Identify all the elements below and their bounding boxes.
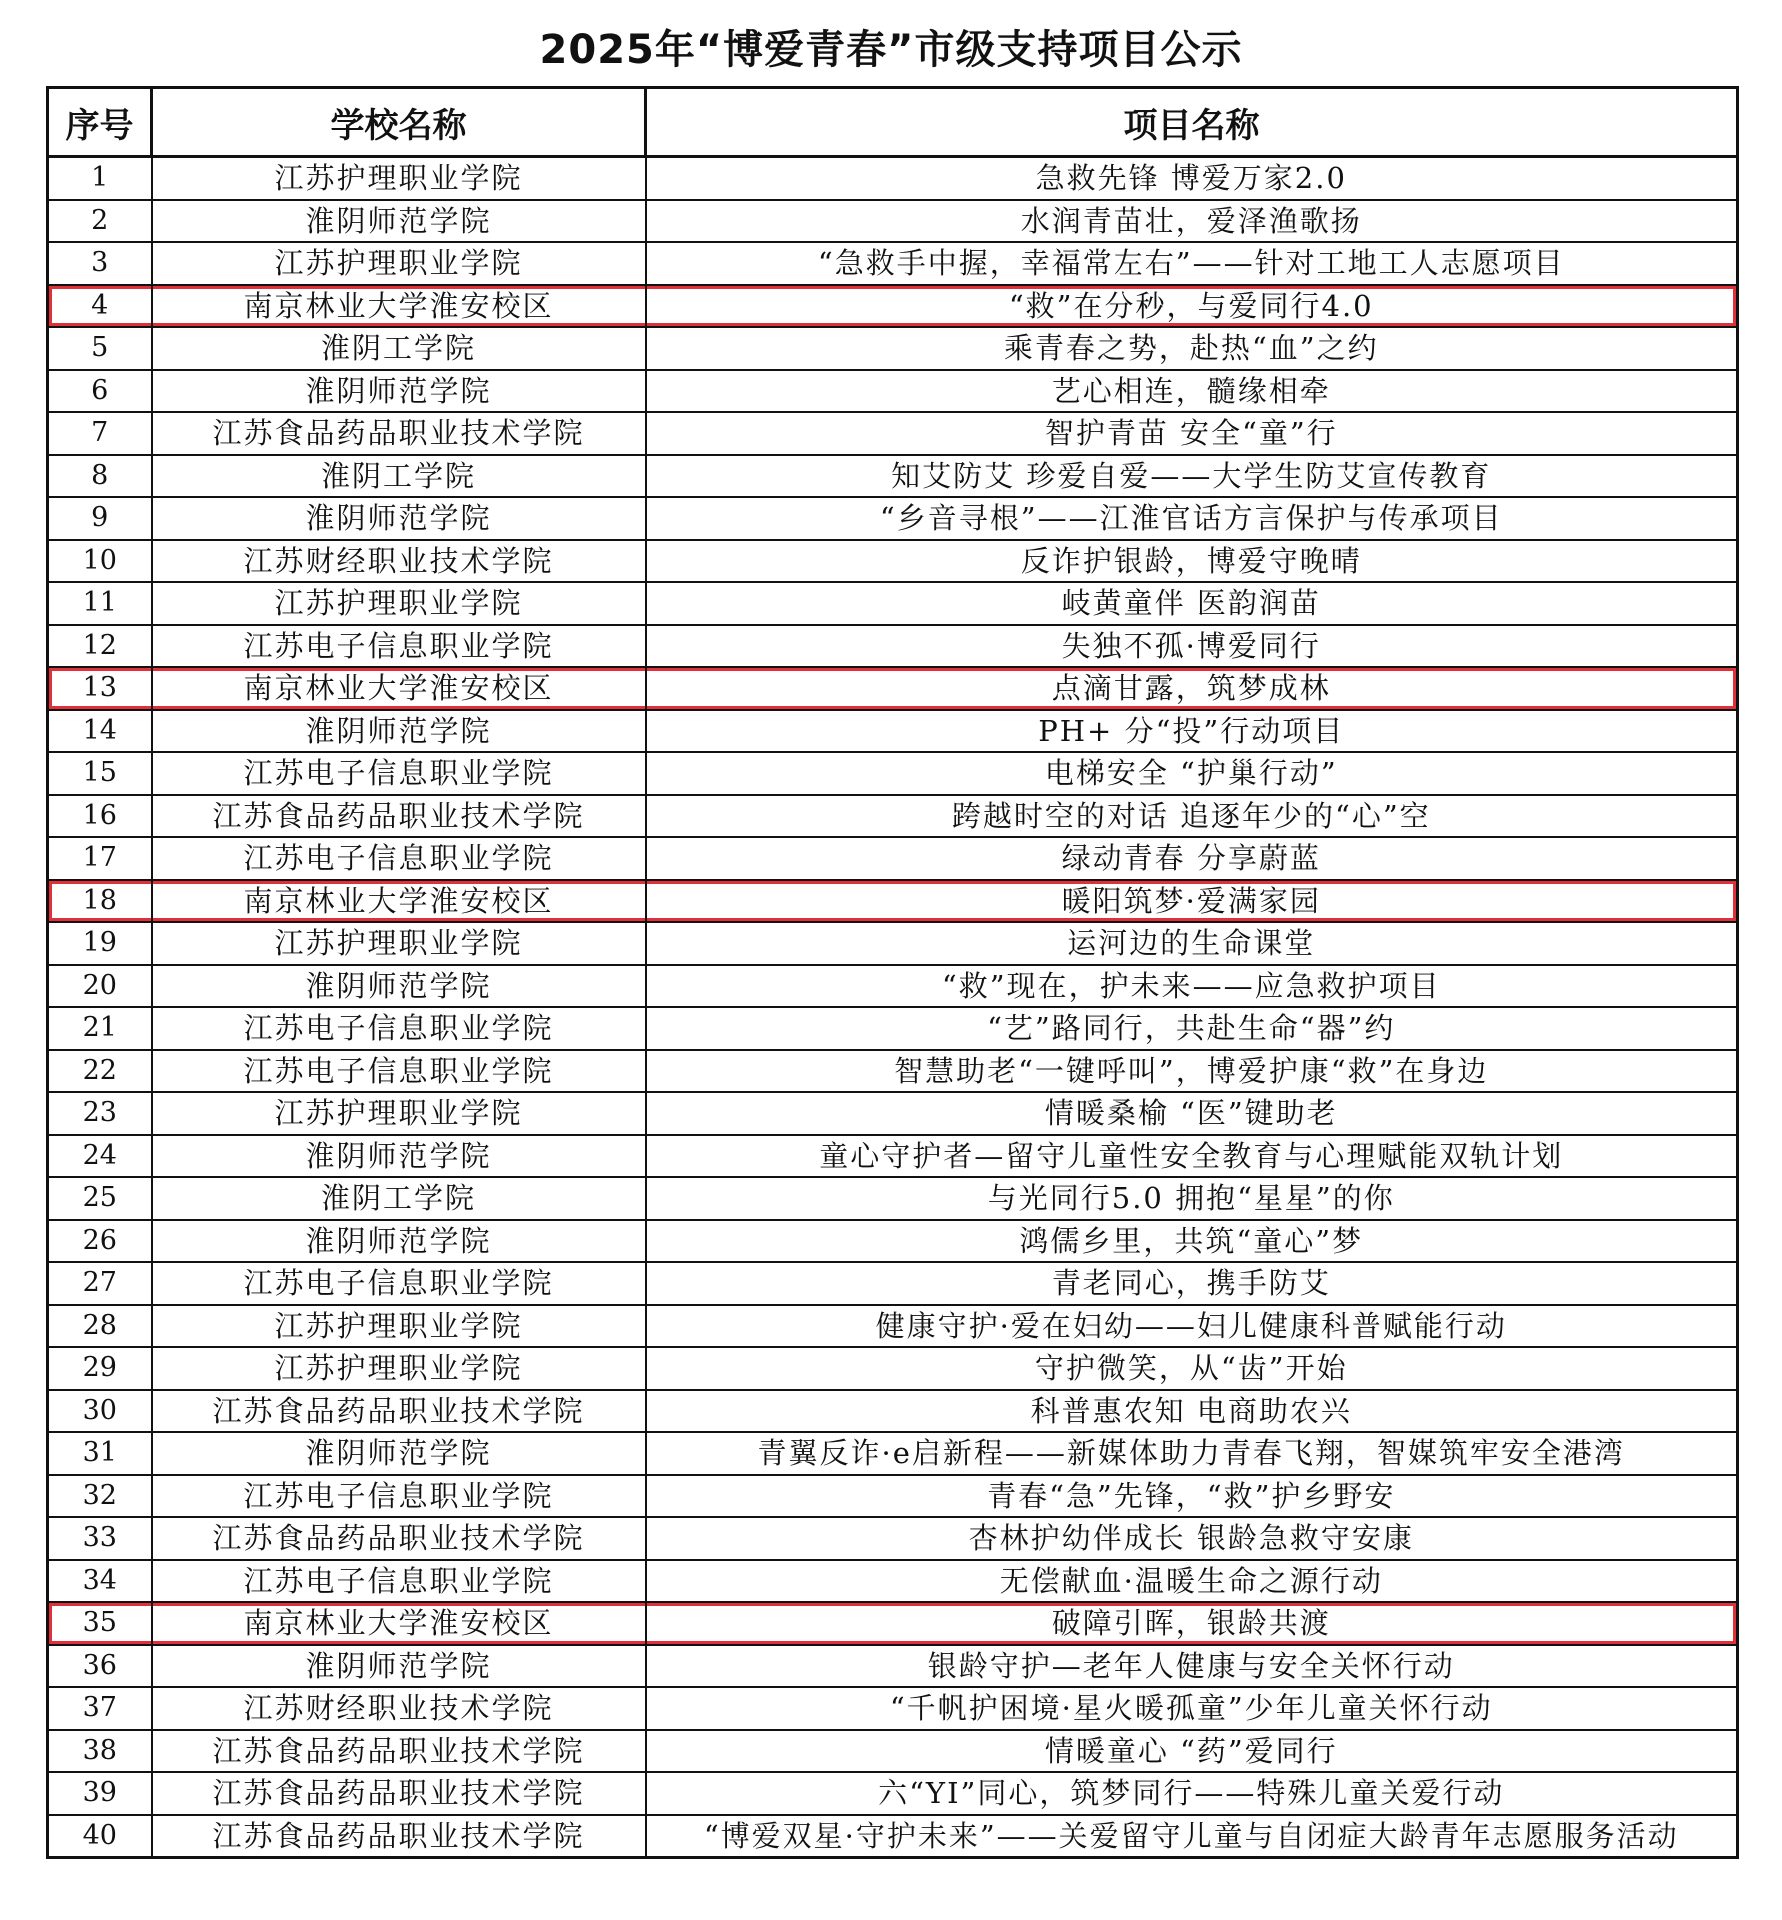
row-school: 江苏电子信息职业学院 <box>152 752 646 795</box>
row-project: 情暖童心 “药”爱同行 <box>646 1730 1738 1773</box>
table-row <box>48 1050 1738 1093</box>
row-school: 江苏食品药品职业技术学院 <box>152 412 646 455</box>
table-row <box>48 1475 1738 1518</box>
row-index: 20 <box>48 965 152 1008</box>
row-school: 淮阴师范学院 <box>152 965 646 1008</box>
row-school: 淮阴师范学院 <box>152 1135 646 1178</box>
row-index: 10 <box>48 540 152 583</box>
row-school: 南京林业大学淮安校区 <box>152 285 646 328</box>
row-index: 6 <box>48 370 152 413</box>
row-school: 江苏电子信息职业学院 <box>152 1262 646 1305</box>
row-school: 江苏食品药品职业技术学院 <box>152 1772 646 1815</box>
row-project: “艺”路同行，共赴生命“器”约 <box>646 1007 1738 1050</box>
row-index: 9 <box>48 497 152 540</box>
row-index: 28 <box>48 1305 152 1348</box>
row-index: 35 <box>48 1602 152 1645</box>
row-index: 13 <box>48 667 152 710</box>
row-school: 淮阴师范学院 <box>152 1432 646 1475</box>
table-row <box>48 1602 1738 1645</box>
row-index: 22 <box>48 1050 152 1093</box>
row-index: 36 <box>48 1645 152 1688</box>
column-header-index: 序号 <box>48 88 152 157</box>
project-table-container <box>46 86 1736 1859</box>
row-project: 智慧助老“一键呼叫”，博爱护康“救”在身边 <box>646 1050 1738 1093</box>
row-project: “千帆护困境·星火暖孤童”少年儿童关怀行动 <box>646 1687 1738 1730</box>
row-school: 淮阴师范学院 <box>152 370 646 413</box>
table-row <box>48 412 1738 455</box>
row-school: 淮阴师范学院 <box>152 1220 646 1263</box>
row-index: 23 <box>48 1092 152 1135</box>
row-project: 反诈护银龄，博爱守晚晴 <box>646 540 1738 583</box>
row-project: 智护青苗 安全“童”行 <box>646 412 1738 455</box>
row-project: 点滴甘露，筑梦成林 <box>646 667 1738 710</box>
table-row <box>48 1390 1738 1433</box>
table-row <box>48 625 1738 668</box>
row-school: 江苏电子信息职业学院 <box>152 1560 646 1603</box>
row-school: 江苏护理职业学院 <box>152 922 646 965</box>
table-row <box>48 922 1738 965</box>
row-index: 31 <box>48 1432 152 1475</box>
row-school: 南京林业大学淮安校区 <box>152 667 646 710</box>
row-project: 青老同心，携手防艾 <box>646 1262 1738 1305</box>
table-row <box>48 1645 1738 1688</box>
row-project: 鸿儒乡里，共筑“童心”梦 <box>646 1220 1738 1263</box>
table-row <box>48 1347 1738 1390</box>
row-project: 守护微笑，从“齿”开始 <box>646 1347 1738 1390</box>
row-index: 37 <box>48 1687 152 1730</box>
row-school: 江苏护理职业学院 <box>152 582 646 625</box>
row-index: 15 <box>48 752 152 795</box>
row-school: 淮阴工学院 <box>152 327 646 370</box>
table-row <box>48 1772 1738 1815</box>
row-project: “急救手中握，幸福常左右”——针对工地工人志愿项目 <box>646 242 1738 285</box>
table-row <box>48 157 1738 200</box>
row-project: 艺心相连，髓缘相牵 <box>646 370 1738 413</box>
row-index: 24 <box>48 1135 152 1178</box>
row-project: “救”现在，护未来——应急救护项目 <box>646 965 1738 1008</box>
row-index: 14 <box>48 710 152 753</box>
row-project: 童心守护者—留守儿童性安全教育与心理赋能双轨计划 <box>646 1135 1738 1178</box>
table-row <box>48 1730 1738 1773</box>
row-index: 40 <box>48 1815 152 1858</box>
row-school: 江苏食品药品职业技术学院 <box>152 1815 646 1858</box>
row-project: 青翼反诈·e启新程——新媒体助力青春飞翔，智媒筑牢安全港湾 <box>646 1432 1738 1475</box>
row-school: 江苏电子信息职业学院 <box>152 625 646 668</box>
table-row <box>48 1305 1738 1348</box>
row-index: 2 <box>48 200 152 243</box>
table-row <box>48 1262 1738 1305</box>
table-row <box>48 1092 1738 1135</box>
table-row <box>48 1135 1738 1178</box>
column-header-school: 学校名称 <box>152 88 646 157</box>
table-row <box>48 242 1738 285</box>
row-index: 30 <box>48 1390 152 1433</box>
row-school: 江苏护理职业学院 <box>152 242 646 285</box>
row-project: 跨越时空的对话 追逐年少的“心”空 <box>646 795 1738 838</box>
row-school: 江苏电子信息职业学院 <box>152 837 646 880</box>
row-project: PH+ 分“投”行动项目 <box>646 710 1738 753</box>
page-title: 2025年“博爱青春”市级支持项目公示 <box>539 27 1243 73</box>
table-row <box>48 582 1738 625</box>
table-row <box>48 710 1738 753</box>
row-project: 岐黄童伴 医韵润苗 <box>646 582 1738 625</box>
row-school: 江苏电子信息职业学院 <box>152 1475 646 1518</box>
row-index: 19 <box>48 922 152 965</box>
row-project: 与光同行5.0 拥抱“星星”的你 <box>646 1177 1738 1220</box>
table-row <box>48 285 1738 328</box>
row-school: 淮阴师范学院 <box>152 497 646 540</box>
row-index: 34 <box>48 1560 152 1603</box>
row-project: 电梯安全 “护巢行动” <box>646 752 1738 795</box>
row-index: 1 <box>48 157 152 200</box>
row-index: 12 <box>48 625 152 668</box>
row-project: 银龄守护—老年人健康与安全关怀行动 <box>646 1645 1738 1688</box>
table-row <box>48 497 1738 540</box>
row-index: 39 <box>48 1772 152 1815</box>
row-project: 知艾防艾 珍爱自爱——大学生防艾宣传教育 <box>646 455 1738 498</box>
row-school: 江苏护理职业学院 <box>152 1092 646 1135</box>
row-school: 淮阴师范学院 <box>152 710 646 753</box>
row-school: 淮阴师范学院 <box>152 200 646 243</box>
header-row <box>48 88 1738 157</box>
row-project: 急救先锋 博爱万家2.0 <box>646 157 1738 200</box>
table-row <box>48 880 1738 923</box>
row-index: 7 <box>48 412 152 455</box>
row-project: 青春“急”先锋，“救”护乡野安 <box>646 1475 1738 1518</box>
row-project: 情暖桑榆 “医”键助老 <box>646 1092 1738 1135</box>
row-index: 25 <box>48 1177 152 1220</box>
row-school: 江苏电子信息职业学院 <box>152 1050 646 1093</box>
row-project: 破障引晖，银龄共渡 <box>646 1602 1738 1645</box>
row-project: 六“YI”同心，筑梦同行——特殊儿童关爱行动 <box>646 1772 1738 1815</box>
table-row <box>48 540 1738 583</box>
table-row <box>48 752 1738 795</box>
row-index: 26 <box>48 1220 152 1263</box>
row-index: 5 <box>48 327 152 370</box>
row-school: 淮阴工学院 <box>152 1177 646 1220</box>
row-project: 乘青春之势，赴热“血”之约 <box>646 327 1738 370</box>
table-row <box>48 1687 1738 1730</box>
row-project: “救”在分秒，与爱同行4.0 <box>646 285 1738 328</box>
row-school: 江苏食品药品职业技术学院 <box>152 1730 646 1773</box>
row-index: 11 <box>48 582 152 625</box>
row-index: 8 <box>48 455 152 498</box>
row-school: 江苏食品药品职业技术学院 <box>152 1517 646 1560</box>
row-project: 运河边的生命课堂 <box>646 922 1738 965</box>
table-row <box>48 965 1738 1008</box>
table-row <box>48 1432 1738 1475</box>
row-project: 科普惠农知 电商助农兴 <box>646 1390 1738 1433</box>
row-school: 江苏护理职业学院 <box>152 1305 646 1348</box>
table-row <box>48 200 1738 243</box>
row-index: 38 <box>48 1730 152 1773</box>
table-row <box>48 1220 1738 1263</box>
table-row <box>48 1560 1738 1603</box>
row-index: 27 <box>48 1262 152 1305</box>
row-school: 江苏护理职业学院 <box>152 1347 646 1390</box>
table-row <box>48 837 1738 880</box>
row-school: 江苏财经职业技术学院 <box>152 1687 646 1730</box>
table-row <box>48 1177 1738 1220</box>
row-school: 江苏电子信息职业学院 <box>152 1007 646 1050</box>
row-project: 水润青苗壮，爱泽渔歌扬 <box>646 200 1738 243</box>
row-index: 32 <box>48 1475 152 1518</box>
column-header-project: 项目名称 <box>646 88 1738 157</box>
row-school: 江苏财经职业技术学院 <box>152 540 646 583</box>
row-school: 江苏食品药品职业技术学院 <box>152 795 646 838</box>
row-project: “博爱双星·守护未来”——关爱留守儿童与自闭症大龄青年志愿服务活动 <box>646 1815 1738 1858</box>
table-row <box>48 1007 1738 1050</box>
table-header <box>48 88 1738 157</box>
row-project: 暖阳筑梦·爱满家园 <box>646 880 1738 923</box>
table-row <box>48 667 1738 710</box>
row-school: 江苏护理职业学院 <box>152 157 646 200</box>
row-project: 杏林护幼伴成长 银龄急救守安康 <box>646 1517 1738 1560</box>
row-index: 29 <box>48 1347 152 1390</box>
table-row <box>48 1517 1738 1560</box>
row-school: 淮阴工学院 <box>152 455 646 498</box>
row-project: 健康守护·爱在妇幼——妇儿健康科普赋能行动 <box>646 1305 1738 1348</box>
row-project: 绿动青春 分享蔚蓝 <box>646 837 1738 880</box>
row-index: 3 <box>48 242 152 285</box>
row-index: 4 <box>48 285 152 328</box>
table-row <box>48 795 1738 838</box>
row-school: 南京林业大学淮安校区 <box>152 1602 646 1645</box>
row-index: 33 <box>48 1517 152 1560</box>
table-row <box>48 455 1738 498</box>
row-index: 17 <box>48 837 152 880</box>
row-school: 江苏食品药品职业技术学院 <box>152 1390 646 1433</box>
row-school: 南京林业大学淮安校区 <box>152 880 646 923</box>
row-school: 淮阴师范学院 <box>152 1645 646 1688</box>
table-row <box>48 327 1738 370</box>
row-index: 21 <box>48 1007 152 1050</box>
row-index: 16 <box>48 795 152 838</box>
table-row <box>48 370 1738 413</box>
table-row <box>48 1815 1738 1858</box>
row-project: 失独不孤·博爱同行 <box>646 625 1738 668</box>
table-body <box>48 157 1738 1858</box>
row-project: 无偿献血·温暖生命之源行动 <box>646 1560 1738 1603</box>
row-project: “乡音寻根”——江淮官话方言保护与传承项目 <box>646 497 1738 540</box>
row-index: 18 <box>48 880 152 923</box>
project-table <box>46 86 1739 1859</box>
